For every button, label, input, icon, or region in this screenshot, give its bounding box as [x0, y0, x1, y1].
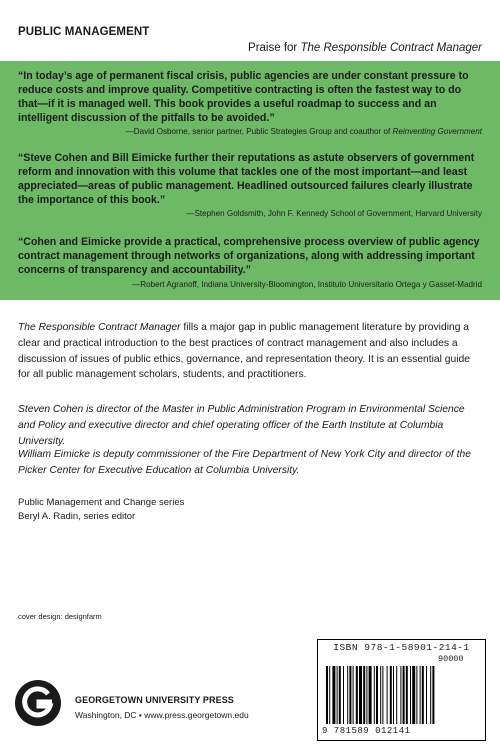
praise-quote-2: “Steve Cohen and Bill Eimicke further their reputations as astute observers of government reform and innovation with this volume that tackles one of the most important—and least appreciated—areas of public management. Headlined outsourced failures clearly illustrate the importance of this book.” [18, 152, 475, 206]
author-name-2: William Eimicke [18, 449, 90, 460]
series-label: PUBLIC MANAGEMENT [18, 26, 150, 38]
attribution-book-title: Reinventing Government [392, 127, 482, 136]
series-name: Public Management and Change series [18, 497, 185, 508]
price-code: 90000 [438, 654, 464, 664]
book-description [18, 320, 484, 383]
quote-attribution-1 [126, 127, 482, 136]
description-book-title: The Responsible Contract Manager [18, 322, 181, 333]
barcode-digits: 9 781589 012141 [322, 726, 411, 736]
publisher-name: GEORGETOWN UNIVERSITY PRESS [75, 695, 234, 705]
author-name-1: Steven Cohen [18, 404, 84, 415]
attribution-text-1: —David Osborne, senior partner, Public Strategies Group and coauthor of [125, 127, 393, 136]
author-bio-text-2: is deputy commissioner of the Fire Department of New York City and director of the Picker Center for Executive Education at Columbia University. [18, 449, 471, 476]
publisher-address: Washington, DC • www.press.georgetown.edu [75, 710, 249, 720]
author-bio-1 [18, 402, 484, 449]
author-bio-2 [18, 447, 484, 479]
quote-attribution-3: —Robert Agranoff, Indiana University-Bloomington, Instituto Universitario Ortega y Gasset-Madrid [132, 280, 482, 289]
series-info [18, 496, 184, 524]
author-bio-text-1: is director of the Master in Public Administration Program in Environmental Science and Policy and executive director and chief operating officer of the Earth Institute at Columbia University. [18, 404, 465, 447]
praise-heading [248, 42, 482, 54]
praise-book-title: The Responsible Contract Manager [300, 42, 482, 54]
series-editor: Beryl A. Radin, series editor [18, 511, 136, 522]
georgetown-logo-icon [14, 679, 62, 727]
cover-credit: cover design: designfarm [18, 612, 102, 621]
isbn-text: ISBN 978-1-58901-214-1 [333, 642, 470, 653]
praise-quote-3: “Cohen and Eimicke provide a practical, comprehensive process overview of public agency contract management through networks of organizations, along with addressing important concerns of transparency and accountability.” [18, 236, 480, 276]
quote-attribution-2: —Stephen Goldsmith, John F. Kennedy School of Government, Harvard University [186, 209, 482, 218]
praise-quote-1: “In today’s age of permanent fiscal crisis, public agencies are under constant pressure to reduce costs and improve quality. Competitive contracting is often the fastest way to do that—if it is managed well. This book provides a useful roadmap to success and an intelligent discussion of the pitfalls to be avoided.” [18, 70, 469, 124]
praise-prefix: Praise for [248, 42, 301, 54]
description-text: fills a major gap in public management literature by providing a clear and practical introduction to the best practices of contract management and also includes a discussion of issues of public ethics, governance, and representation theory. It is an essential guide for all public management scholars, students, and practitioners. [18, 322, 470, 381]
isbn-barcode [317, 639, 486, 741]
barcode-bars [326, 666, 476, 724]
